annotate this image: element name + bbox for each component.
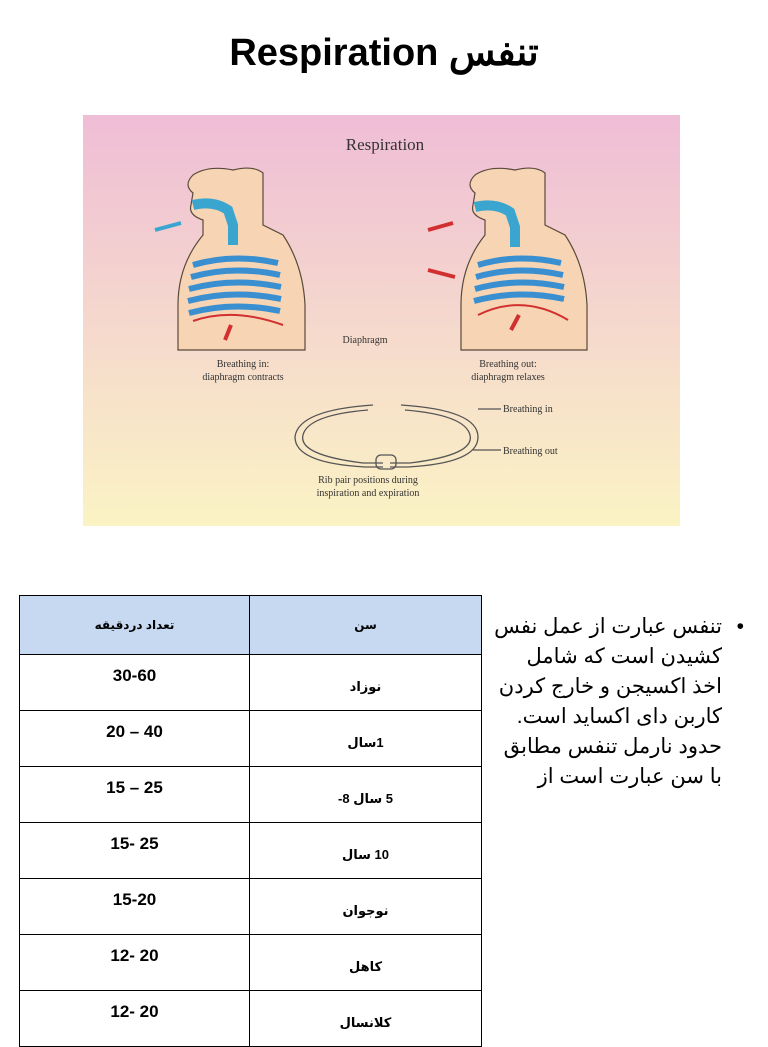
figure-heading: Respiration: [345, 135, 425, 154]
respiration-figure: [83, 115, 680, 526]
table-row: [20, 991, 482, 1047]
caption-right-line2: diaphragm relaxes: [471, 372, 545, 383]
label-breathing-out: Breathing out: [503, 446, 558, 457]
label-breathing-in: Breathing in: [503, 404, 553, 415]
age-cell: کلانسال: [250, 991, 482, 1047]
header-age: سن: [250, 596, 482, 655]
table-row: [20, 655, 482, 711]
table-row: [20, 879, 482, 935]
age-cell: نوجوان: [250, 879, 482, 935]
label-diaphragm: Diaphragm: [342, 335, 388, 346]
slide-title: تنفس Respiration: [229, 32, 539, 74]
bullet-dot-icon: •: [736, 615, 744, 638]
caption-left-line1: Breathing in:: [216, 359, 270, 370]
caption-right-line1: Breathing out:: [479, 359, 537, 370]
table-row: [20, 767, 482, 823]
table-row: [20, 711, 482, 767]
age-cell: 10 سال: [250, 823, 482, 879]
age-cell: 5 سال 8-: [250, 767, 482, 823]
header-rate: تعداد دردقیقه: [20, 596, 250, 655]
age-cell: نوزاد: [250, 655, 482, 711]
table-row: [20, 935, 482, 991]
bullet-text: تنفس عبارت از عمل نفس کشیدن است که شامل اخذ اکسیجن و خارج کردن کاربن دای اکساید است. حدود نارمل تنفس مطابق با سن عبارت است از: [494, 615, 722, 788]
rate-cell: 15- 25: [20, 823, 250, 879]
age-cell: کاهل: [250, 935, 482, 991]
table-row: [20, 823, 482, 879]
rate-cell: 15-20: [20, 879, 250, 935]
respiration-rate-table: [19, 595, 482, 1047]
caption-rib-line2: inspiration and expiration: [316, 488, 420, 499]
rate-cell: 12- 20: [20, 991, 250, 1047]
rate-cell: 30-60: [20, 655, 250, 711]
rate-cell: 20 – 40: [20, 711, 250, 767]
rate-cell: 12- 20: [20, 935, 250, 991]
caption-rib-line1: Rib pair positions during: [318, 475, 418, 486]
table-header-row: [20, 596, 482, 655]
caption-left-line2: diaphragm contracts: [202, 372, 284, 383]
age-cell: 1سال: [250, 711, 482, 767]
bullet-paragraph: [492, 612, 752, 792]
rate-cell: 15 – 25: [20, 767, 250, 823]
